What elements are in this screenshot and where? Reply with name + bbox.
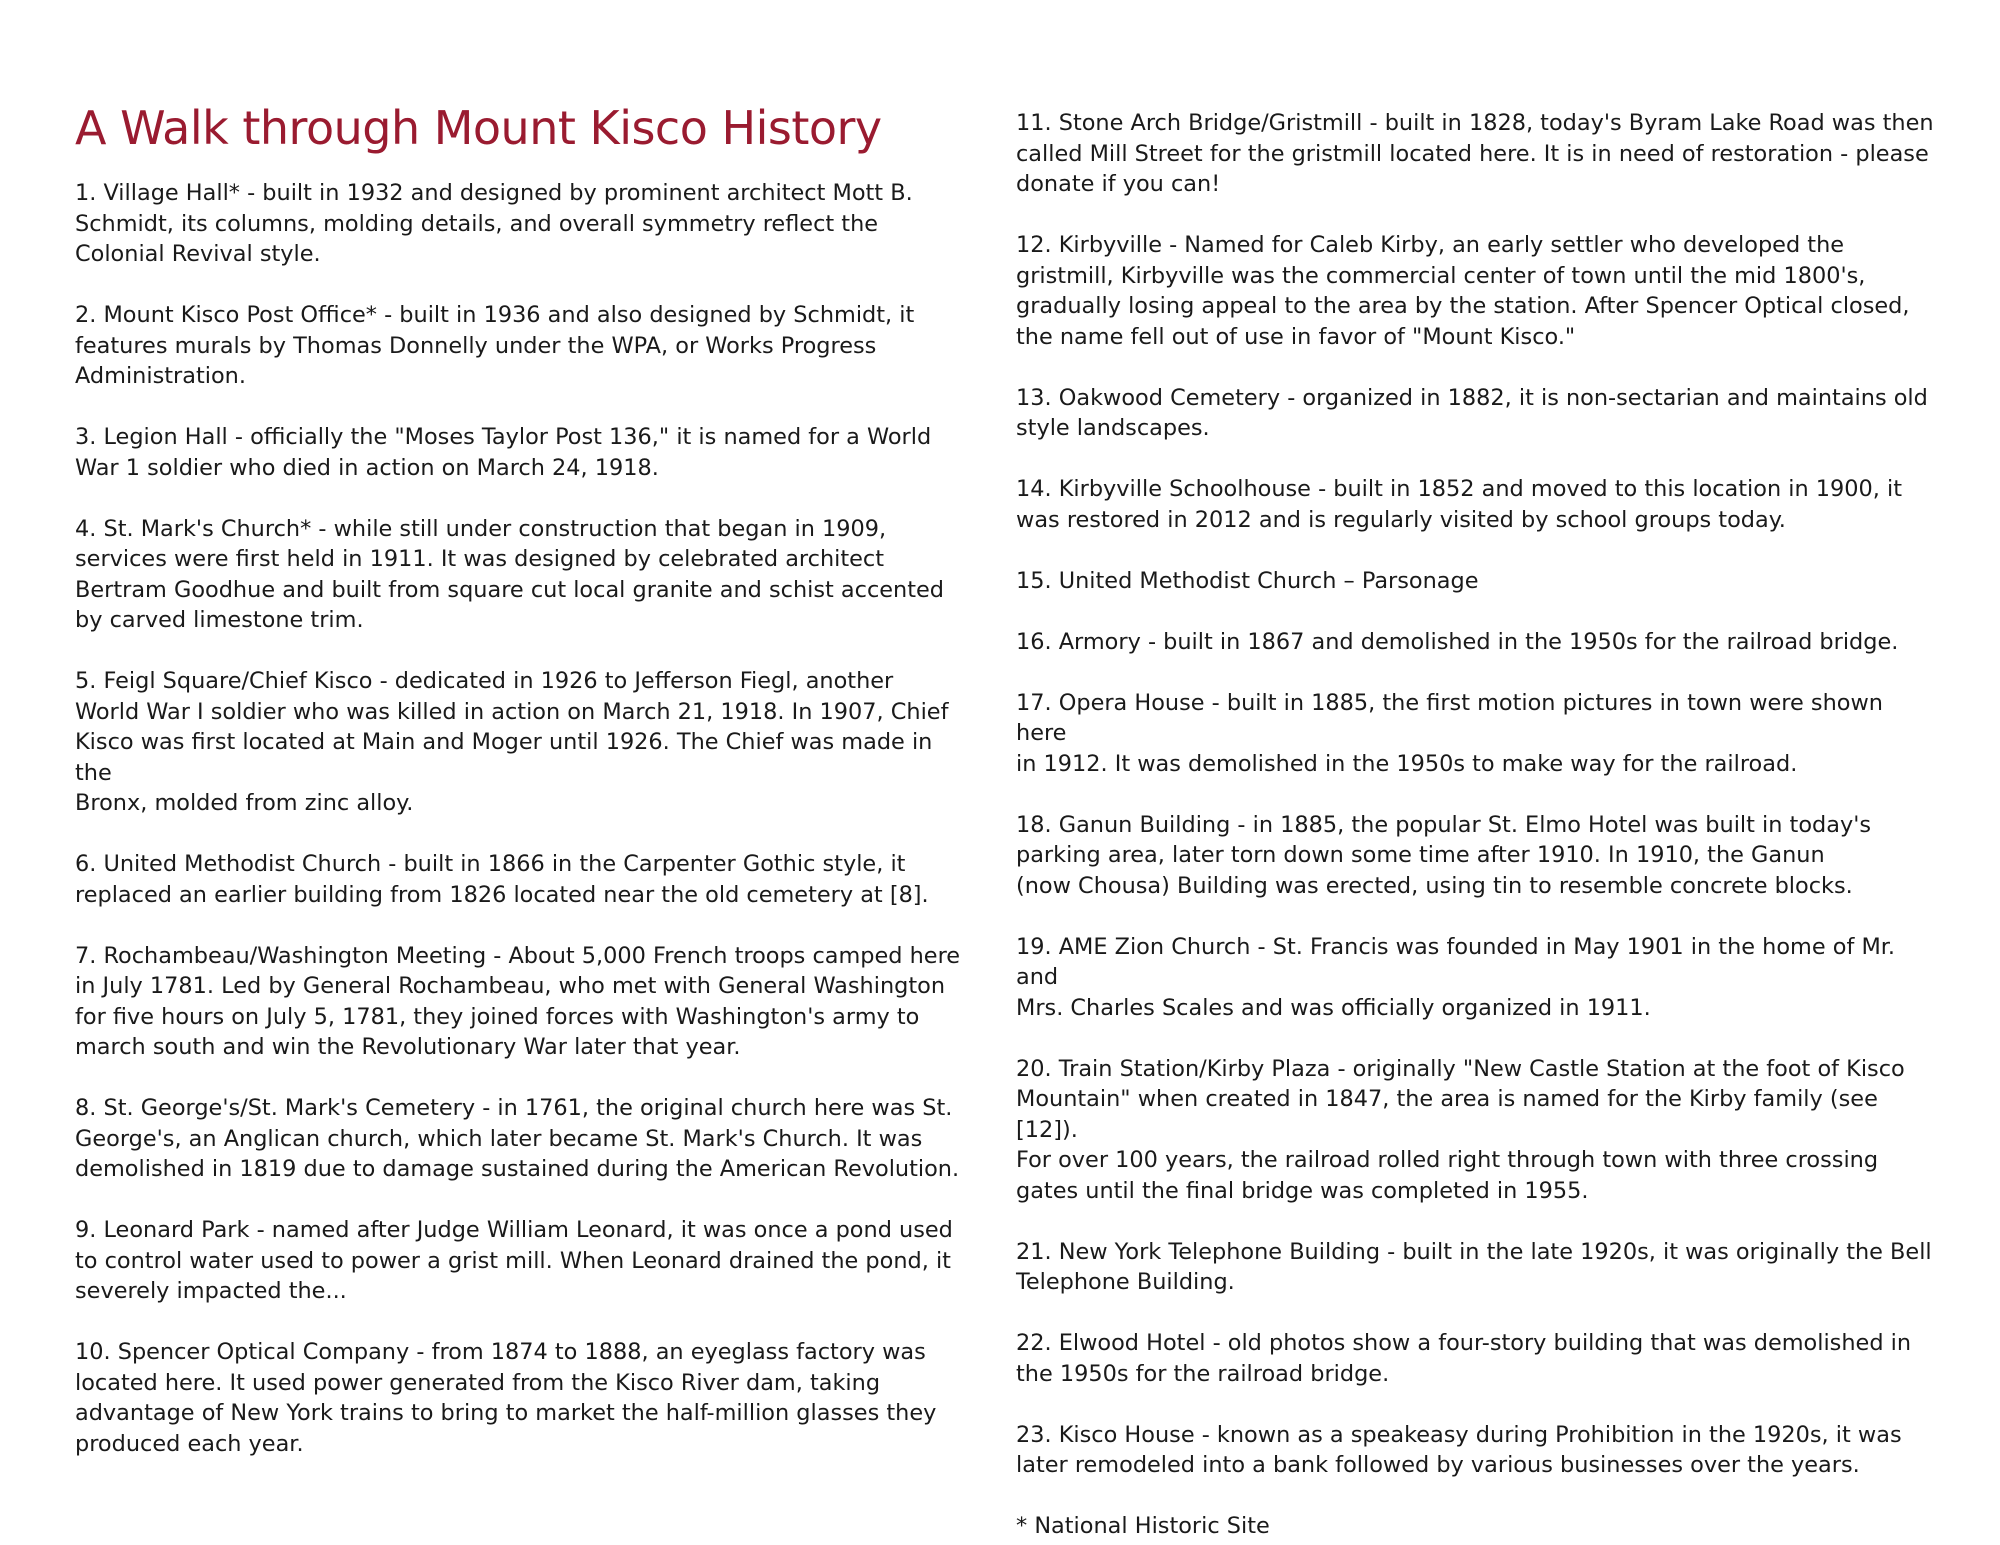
site-entry-16: 16. Armory - built in 1867 and demolished in the 1950s for the railroad bridge. — [1016, 628, 1899, 655]
site-entry-10: 10. Spencer Optical Company - from 1874 to 1888, an eyeglass factory was located here. It used power generated from the Kisco River dam, taking advantage of New York trains to bring to market the half-million glasses they produced each year. — [75, 1339, 937, 1457]
site-entry-15: 15. United Methodist Church – Parsonage — [1016, 567, 1479, 594]
left-column — [75, 178, 975, 1490]
site-entry-22: 22. Elwood Hotel - old photos show a four-story building that was demolished in the 1950s for the railroad bridge. — [1016, 1330, 1912, 1387]
footnote: * National Historic Site — [1016, 1513, 1270, 1539]
site-entry-3: 3. Legion Hall - officially the "Moses Taylor Post 136," it is named for a World War 1 soldier who died in action on March 24, 1918. — [75, 424, 932, 481]
site-entry-17: 17. Opera House - built in 1885, the first motion pictures in town were shown here in 1912. It was demolished in the 1950s to make way for the railroad. — [1016, 689, 1883, 777]
right-column — [1016, 108, 1936, 1542]
site-entry-19: 19. AME Zion Church - St. Francis was founded in May 1901 in the home of Mr. and Mrs. Charles Scales and was officially organized in 1911. — [1016, 933, 1896, 1021]
site-entry-1: 1. Village Hall* - built in 1932 and designed by prominent architect Mott B. Schmidt, its columns, molding details, and overall symmetry reflect the Colonial Revival style. — [75, 180, 913, 267]
site-entry-20: 20. Train Station/Kirby Plaza - originally "New Castle Station at the foot of Kisco Mountain" when created in 1847, the area is named for the Kirby family (see [12]). For over 100 years, the railroad rolled right through town with three crossing gates until the final bridge was completed in 1955. — [1016, 1055, 1905, 1204]
site-entry-13: 13. Oakwood Cemetery - organized in 1882, it is non-sectarian and maintains old style landscapes. — [1016, 384, 1928, 441]
page-title: A Walk through Mount Kisco History — [75, 101, 882, 155]
site-entry-12: 12. Kirbyville - Named for Caleb Kirby, an early settler who developed the gristmill, Kirbyville was the commercial center of town until the mid 1800's, gradually losing appeal to the area by the station. After Spencer Optical closed, the name fell out of use in favor of "Mount Kisco." — [1016, 232, 1910, 350]
site-entry-23: 23. Kisco House - known as a speakeasy during Prohibition in the 1920s, it was later remodeled into a bank followed by various businesses over the years. — [1016, 1421, 1902, 1478]
site-entry-9: 9. Leonard Park - named after Judge William Leonard, it was once a pond used to control water used to power a grist mill. When Leonard drained the pond, it severely impacted the... — [75, 1217, 953, 1304]
site-entry-5: 5. Feigl Square/Chief Kisco - dedicated in 1926 to Jefferson Fiegl, another World War I soldier who was killed in action on March 21, 1918. In 1907, Chief Kisco was first located at Main and Moger until 1926. The Chief was made in the Bronx, molded from zinc alloy. — [75, 668, 949, 816]
site-entry-11: 11. Stone Arch Bridge/Gristmill - built in 1828, today's Byram Lake Road was then called Mill Street for the gristmill located here. It is in need of restoration - please donate if you can! — [1016, 110, 1934, 197]
site-entry-6: 6. United Methodist Church - built in 1866 in the Carpenter Gothic style, it replaced an earlier building from 1826 located near the old cemetery at [8]. — [75, 851, 929, 908]
site-entry-21: 21. New York Telephone Building - built in the late 1920s, it was originally the Bell Telephone Building. — [1016, 1238, 1932, 1295]
site-entry-4: 4. St. Mark's Church* - while still under construction that began in 1909, services were first held in 1911. It was designed by celebrated architect Bertram Goodhue and built from square cut local granite and schist accented by carved limestone trim. — [75, 515, 944, 633]
site-entry-2: 2. Mount Kisco Post Office* - built in 1936 and also designed by Schmidt, it features murals by Thomas Donnelly under the WPA, or Works Progress Administration. — [75, 302, 915, 389]
site-entry-7: 7. Rochambeau/Washington Meeting - About 5,000 French troops camped here in July 1781. Led by General Rochambeau, who met with General Washington for five hours on July 5, 1781, they joined forces with Washington's army to march south and win the Revolutionary War later that year. — [75, 942, 961, 1060]
site-entry-14: 14. Kirbyville Schoolhouse - built in 1852 and moved to this location in 1900, it was restored in 2012 and is regularly visited by school groups today. — [1016, 476, 1903, 533]
site-entry-8: 8. St. George's/St. Mark's Cemetery - in 1761, the original church here was St. George's, an Anglican church, which later became St. Mark's Church. It was demolished in 1819 due to damage sustained during the American Revolution. — [75, 1095, 960, 1182]
site-entry-18: 18. Ganun Building - in 1885, the popular St. Elmo Hotel was built in today's parking area, later torn down some time after 1910. In 1910, the Ganun (now Chousa) Building was erected, using tin to resemble concrete blocks. — [1016, 811, 1872, 899]
